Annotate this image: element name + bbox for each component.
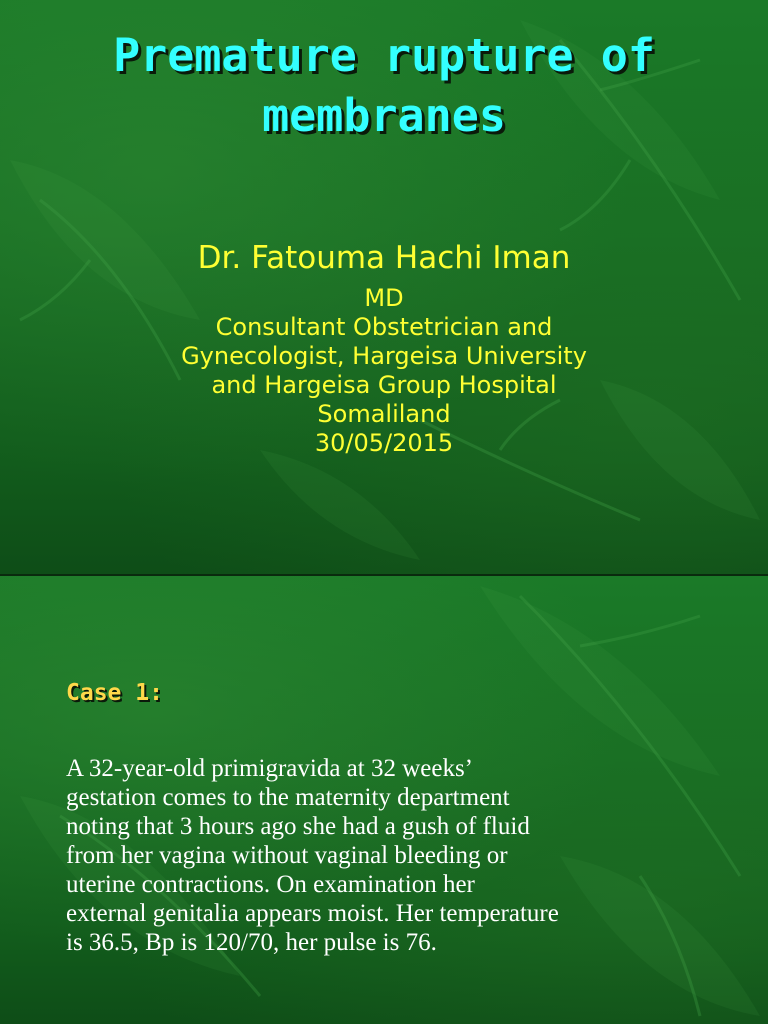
slide-title: Premature rupture of membranes: [113, 29, 655, 142]
author-position-line: Consultant Obstetrician and: [215, 313, 553, 341]
author-position-line: Gynecologist, Hargeisa University: [181, 342, 587, 370]
presentation-date: 30/05/2015: [314, 429, 454, 457]
author-details: [0, 284, 768, 458]
case-heading: Case 1:: [66, 680, 163, 706]
case-slide: [0, 576, 768, 1024]
author-degree: MD: [364, 284, 404, 312]
author-name: Dr. Fatouma Hachi Iman: [197, 240, 571, 276]
author-position-line: and Hargeisa Group Hospital: [211, 371, 557, 399]
case-description: A 32-year-old primigravida at 32 weeks’ gestation comes to the maternity department noting that 3 hours ago she had a gush of fluid from her vagina without vaginal bleeding or uterine contractions. On examination her external genitalia appears moist. Her temperature is 36.5, Bp is 120/70, her pulse is 76.: [66, 755, 559, 956]
author-country: Somaliland: [317, 400, 451, 428]
